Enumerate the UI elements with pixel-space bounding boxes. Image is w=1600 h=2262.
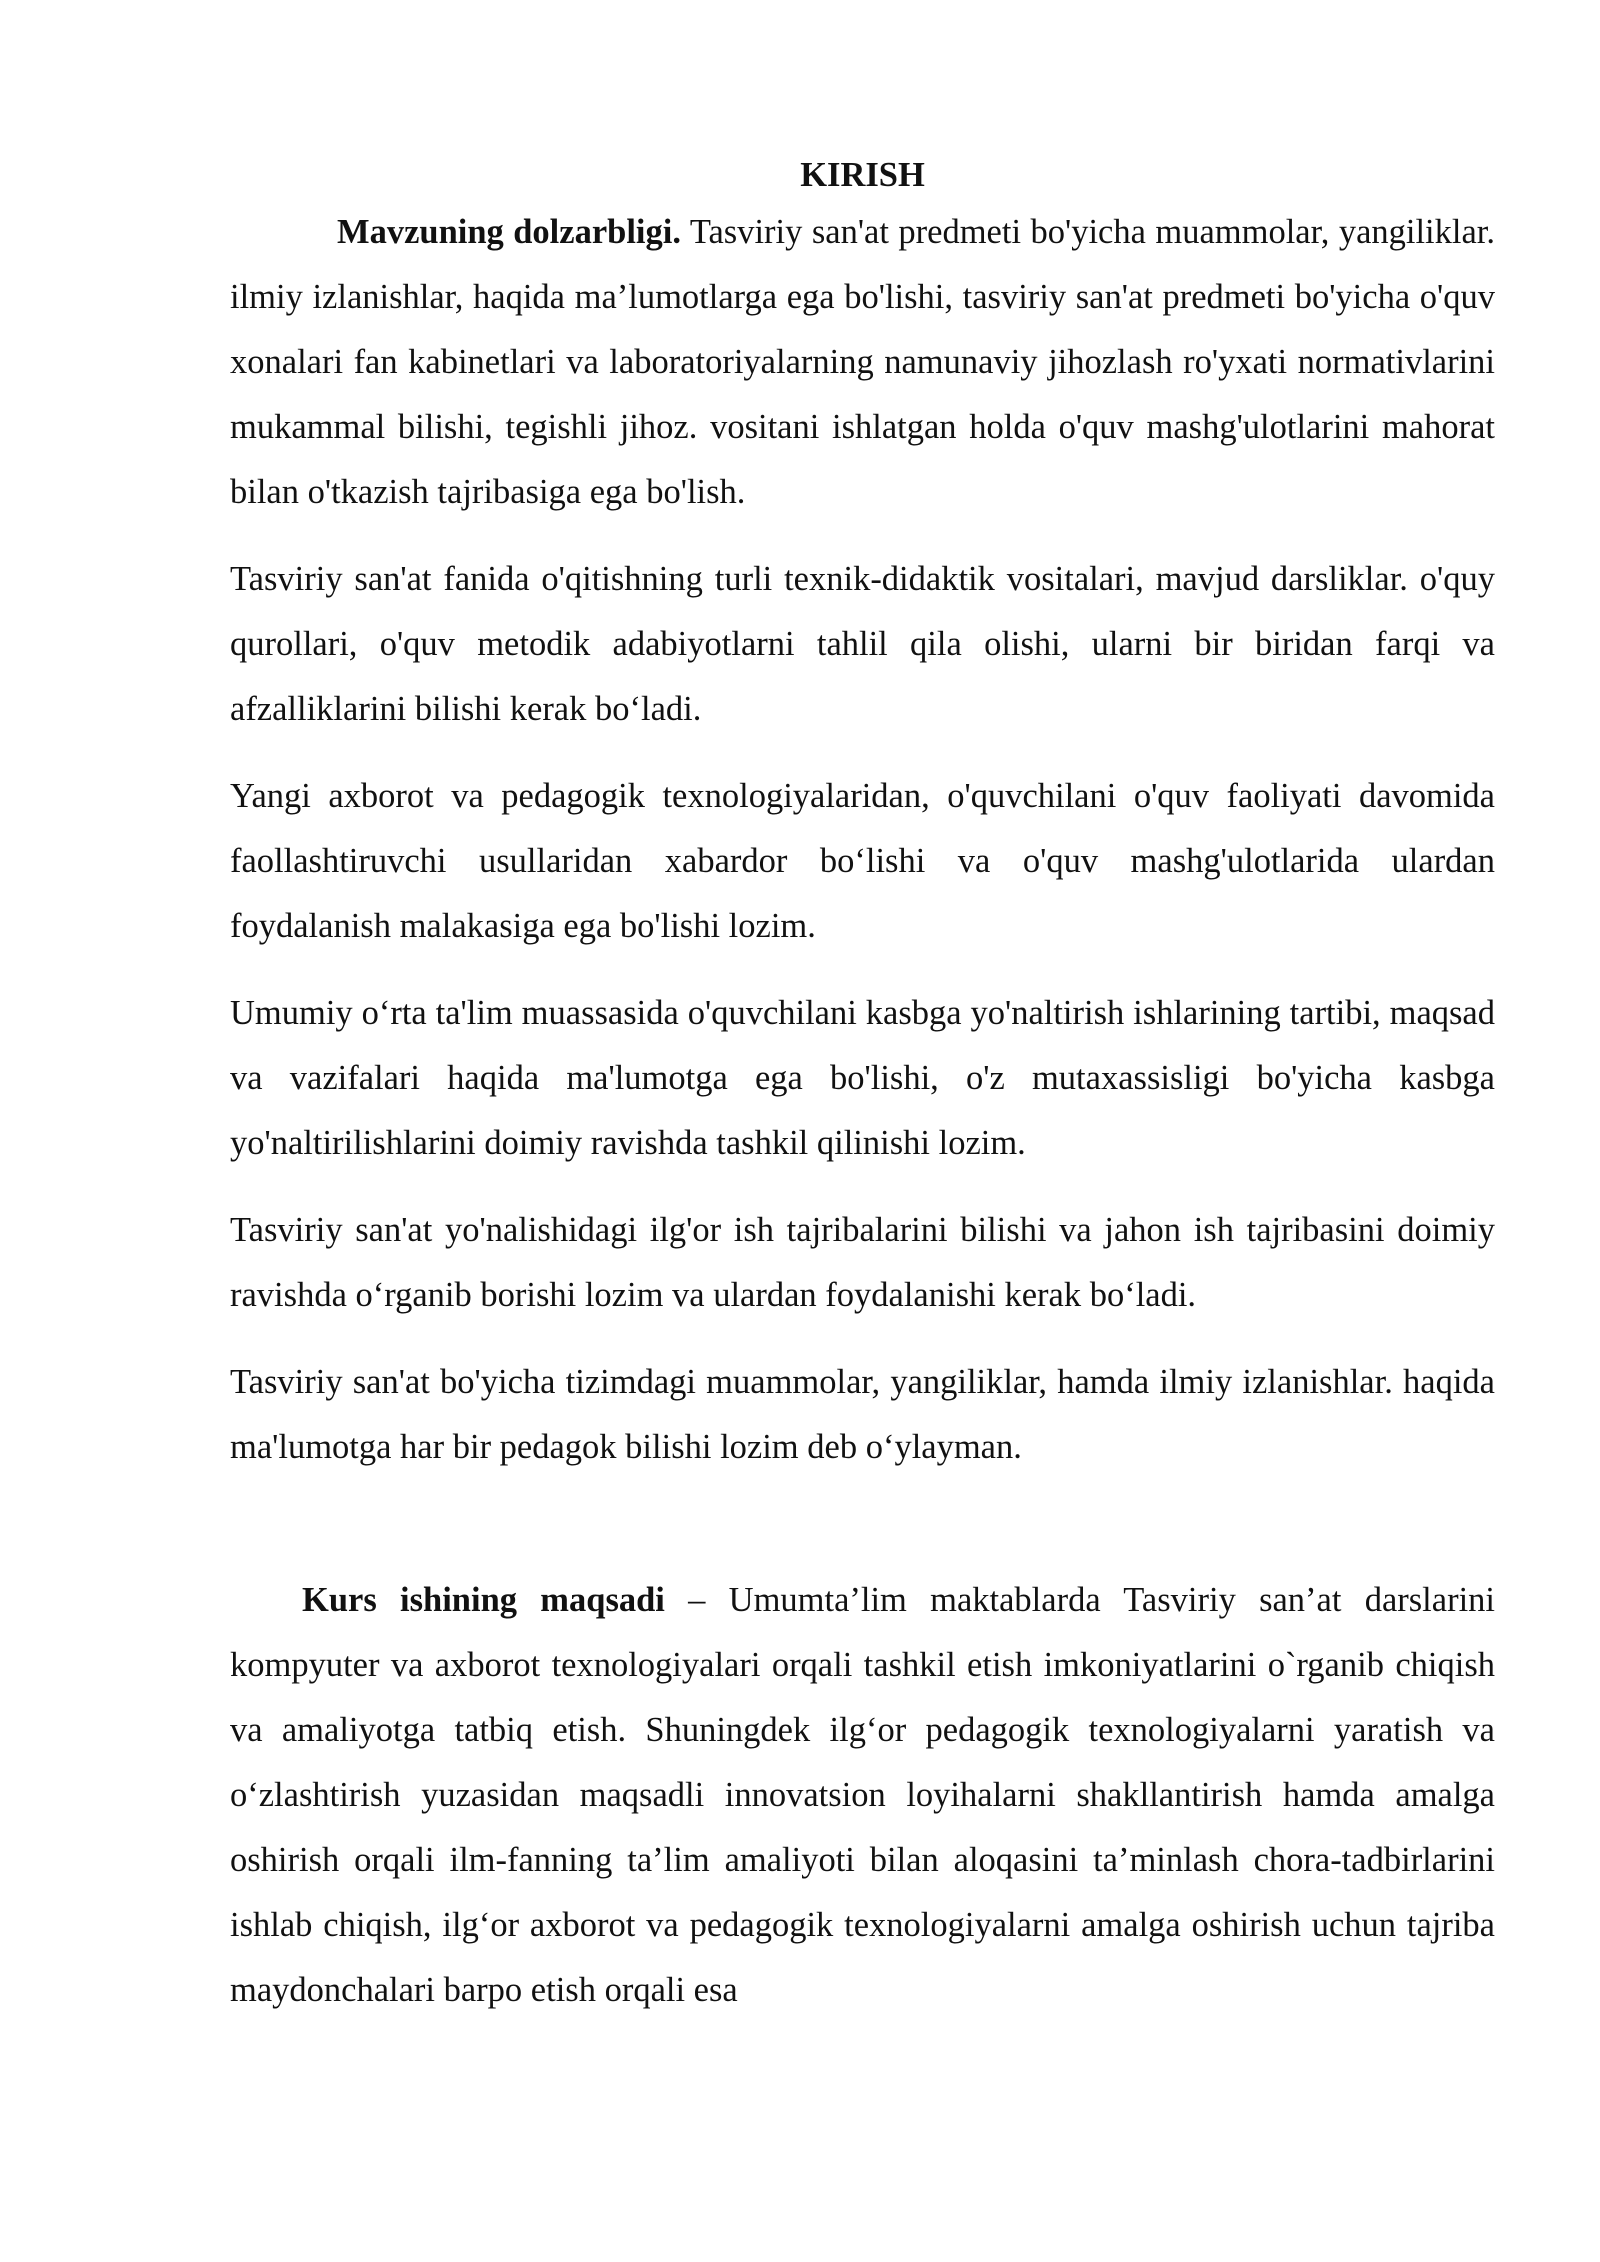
intro-paragraph: [230, 200, 1495, 525]
goal-paragraph: [230, 1568, 1495, 2023]
paragraph-2: Yangi axborot va pedagogik texnologiyalaridan, o'quvchilani o'quv faoliyati davomida faollashtiruvchi usullaridan xabardor boʻlishi va o'quv mashg'ulotlarida ulardan foydalanish malakasiga ega bo'lishi lozim.: [230, 777, 1495, 945]
intro-text: Tasviriy san'at predmeti bo'yicha muammolar, yangiliklar. ilmiy izlanishlar, haqida ma’lumotlarga ega bo'lishi, tasviriy san'at predmeti bo'yicha o'quv xonalari fan kabinetlari va laboratoriyalarning namunaviy jihozlash ro'yxati normativlarini mukammal bilishi, tegishli jihoz. vositani ishlatgan holda o'quv mashg'ulotlarini mahorat bilan o'tkazish tajribasiga ega bo'lish.: [230, 213, 1495, 511]
document-page: [230, 150, 1495, 2023]
paragraph-1: Tasviriy san'at fanida o'qitishning turli texnik-didaktik vositalari, mavjud darsliklar. o'quy qurollari, o'quv metodik adabiyotlarni tahlil qila olishi, ularni bir biridan farqi va afzalliklarini bilishi kerak boʻladi.: [230, 560, 1495, 728]
goal-text: – Umumta’lim maktablarda Tasviriy san’at darslarini kompyuter va axborot texnologiyalari orqali tashkil etish imkoniyatlarini o`rganib chiqish va amaliyotga tatbiq etish. Shuningdek ilgʻor pedagogik texnologiyalarni yaratish va oʻzlashtirish yuzasidan maqsadli innovatsion loyihalarni shakllantirish hamda amalga oshirish orqali ilm-fanning ta’lim amaliyoti bilan aloqasini ta’minlash chora-tadbirlarini ishlab chiqish, ilgʻor axborot va pedagogik texnologiyalarni amalga oshirish uchun tajriba maydonchalari barpo etish orqali esa: [230, 1581, 1495, 2009]
goal-lead: Kurs ishining maqsadi: [302, 1581, 665, 1619]
paragraph-4: Tasviriy san'at yo'nalishidagi ilg'or ish tajribalarini bilishi va jahon ish tajribasini doimiy ravishda oʻrganib borishi lozim va ulardan foydalanishi kerak boʻladi.: [230, 1211, 1495, 1314]
paragraph-5: Tasviriy san'at bo'yicha tizimdagi muammolar, yangiliklar, hamda ilmiy izlanishlar. haqida ma'lumotga har bir pedagok bilishi lozim deb oʻylayman.: [230, 1363, 1495, 1466]
document-title: KIRISH: [800, 156, 925, 194]
paragraph-3: Umumiy oʻrta ta'lim muassasida o'quvchilani kasbga yo'naltirish ishlarining tartibi, maqsad va vazifalari haqida ma'lumotga ega bo'lishi, o'z mutaxassisligi bo'yicha kasbga yo'naltirilishlarini doimiy ravishda tashkil qilinishi lozim.: [230, 994, 1495, 1162]
intro-lead: Mavzuning dolzarbligi.: [337, 213, 681, 251]
